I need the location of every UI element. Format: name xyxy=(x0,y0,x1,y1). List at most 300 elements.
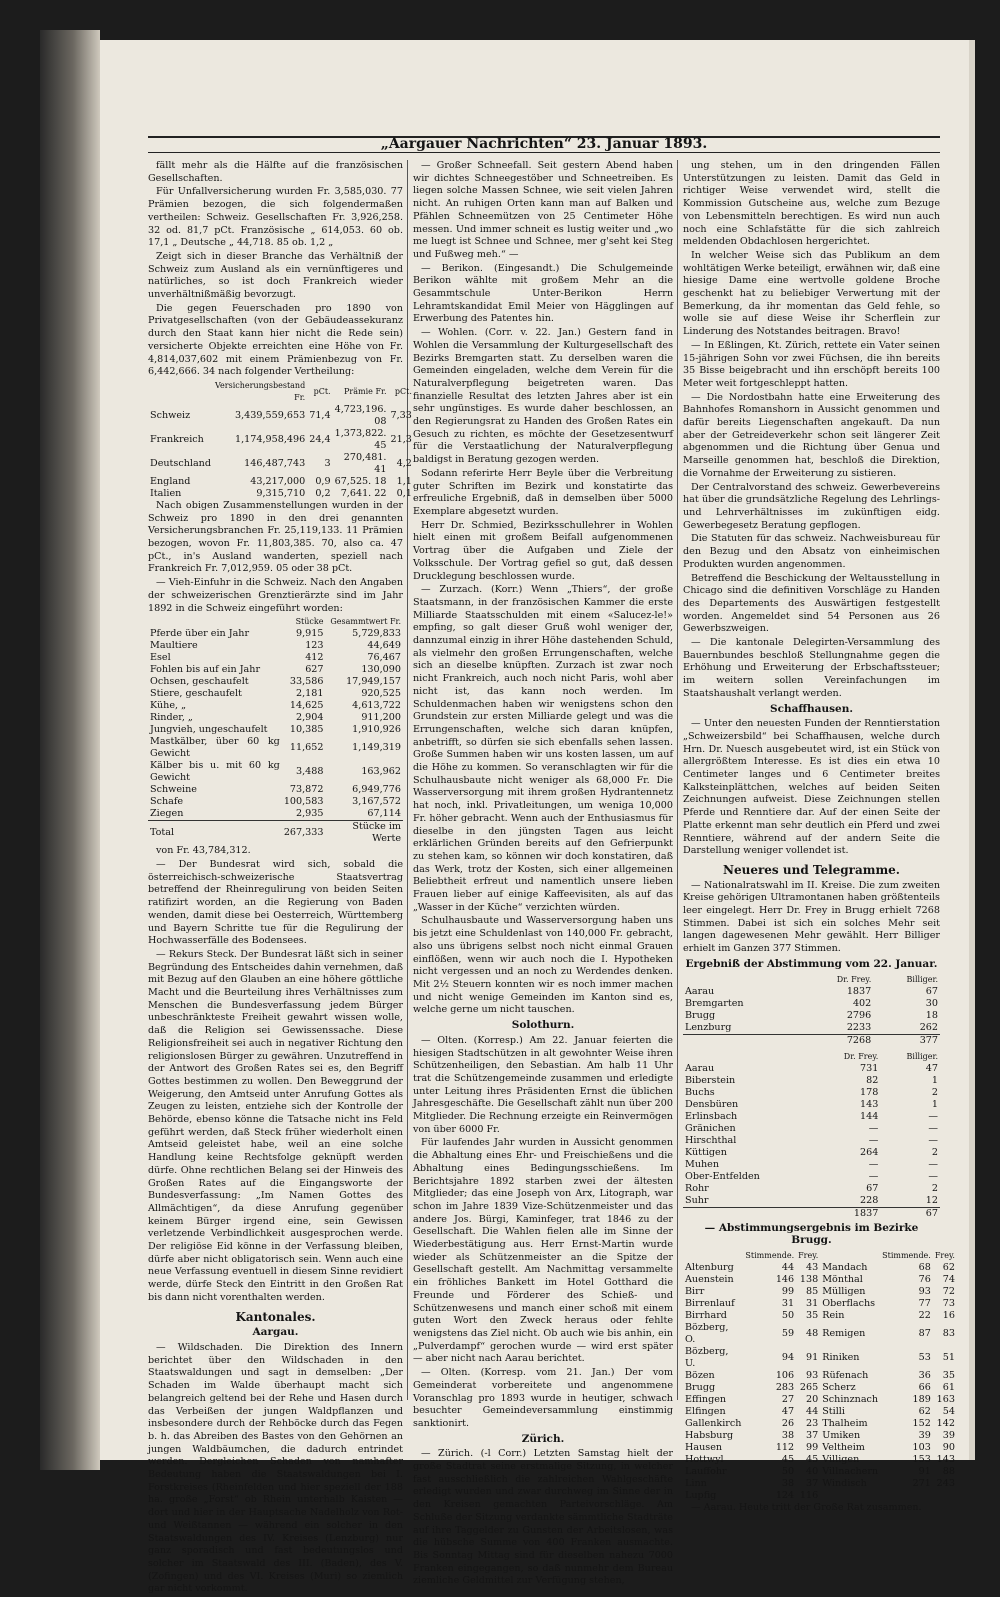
table-cell: 262 xyxy=(919,1021,938,1033)
table-header xyxy=(683,1051,940,1063)
table-cell: 59 xyxy=(781,1328,795,1339)
table-row xyxy=(148,688,403,700)
table-cell xyxy=(683,1207,816,1220)
table-cell: Total xyxy=(148,821,282,846)
table-cell: Erlinsbach xyxy=(685,1110,738,1122)
table-cell: 9,315,710 xyxy=(256,487,306,499)
table-cell: 87 xyxy=(918,1328,931,1339)
table-row xyxy=(683,1430,957,1442)
table-cell: 731 xyxy=(860,1062,879,1074)
paragraph: — Rekurs Steck. Der Bundesrat läßt sich in seiner Begründung des Entscheides dahin vernehmen, daß mit Bezug auf den Glauben an eine höhere göttliche Macht und die Beurteilung ihres Verhältnisses zum Menschen die Bundesverfassung jedem Bürger unbeschränkteste Freiheit gewahrt wissen wolle, daß die Religion sei Gewissenssache. Diese Religionsfreiheit sei auch in negativer Richtung den religionslosen Bürger zu gewähren. Unzutreffend in der Antwort des Großen Rates sei es, den Begriff Gottes bestimmen zu wollen. Den Beweggrund der Weigerung, den Amtseid unter Anrufung Gottes als Zeugen zu leisten, entziehe sich der Kontrolle der Behörde, ebenso könne die Tatsache nicht ins Feld geführt werden, daß Steck früher wiederholt einen Amtseid geleistet habe, weil an eine solche Handlung keine Rechtsfolge geknüpft werden dürfe. Ohne rechtlichen Belang sei der Hinweis des Großen Rates auf die Eingangsworte der Bundesverfassung: „Im Namen Gottes des Allmächtigen“, da diese Anrufung gegenüber keinem Bürger irgend eine, sein Gewissen verletzende Verbindlichkeit ausgesprochen werde. Der religiöse Eid könne in der Verfassung bleiben, dürfe aber nicht obligatorisch sein. Wenn auch eine neue Verfassung eventuell in diesem Sinne revidiert werde, dürfe Steck den Eintritt in den Großen Rat bis dann nicht vorenthalten werden. xyxy=(148,948,403,1303)
paragraph: Die gegen Feuerschaden pro 1890 von Privatgesellschaften (von der Gebäudeassekuranz durch den Staat kann hier nicht die Rede sein) versicherte Objekte erreichten eine Höhe von Fr. 4,814,037,602 mit einem Prämienbezug von Fr. 6,442,666. 34 nach folgender Vertheilung: xyxy=(148,302,403,378)
table-cell: 93 xyxy=(806,1370,819,1381)
section-heading-zurich: Zürich. xyxy=(521,1432,565,1445)
table-cell: 112 xyxy=(775,1442,795,1453)
table-row xyxy=(148,452,414,476)
table-cell: — xyxy=(868,1170,879,1182)
table-cell: 50 xyxy=(781,1310,795,1321)
table-row xyxy=(683,1286,957,1298)
table-cell: Buchs xyxy=(685,1086,715,1098)
table-cell: 44,649 xyxy=(367,640,401,652)
table-cell: 6,949,776 xyxy=(352,784,401,796)
table-cell: Jungvieh, ungeschaufelt xyxy=(150,724,268,736)
table-header-cell xyxy=(683,1250,743,1262)
closing-note: — Aarau. Heute tritt der Große Rat zusammen. xyxy=(691,1502,922,1513)
table-cell: Birrenlauf xyxy=(685,1298,735,1309)
table-row xyxy=(683,1195,940,1208)
table-cell: Lupfig xyxy=(685,1490,717,1501)
table-row xyxy=(683,1298,957,1310)
table-cell: Habsburg xyxy=(685,1430,734,1441)
table-header-cell: Stimmende. xyxy=(745,1251,795,1260)
table-row xyxy=(683,1418,957,1430)
table-cell xyxy=(820,1490,880,1502)
table-cell: 143 xyxy=(860,1098,879,1110)
section-heading-schaffhausen: Schaffhausen. xyxy=(770,702,853,715)
paragraph: Sodann referirte Herr Beyle über die Verbreitung guter Schriften im Bezirk und konstatirte das erfreuliche Ergebniß, daß in demselben über 5000 Exemplare abgesetzt wurden. xyxy=(413,467,673,517)
table-cell: 1,174,958,496 xyxy=(235,433,306,445)
col2-paragraphs-2 xyxy=(413,1035,673,1431)
table-cell: 4,613,722 xyxy=(352,700,401,712)
table-cell: Hottwyl xyxy=(685,1454,724,1465)
table-cell: Lauffohr xyxy=(685,1466,727,1477)
table-row xyxy=(683,986,940,998)
table-row xyxy=(683,998,940,1010)
table-cell: 17,949,157 xyxy=(346,676,401,688)
vote-result-heading: Ergebniß der Abstimmung vom 22. Januar. xyxy=(685,957,938,970)
table-cell: 2796 xyxy=(846,1009,872,1021)
table-cell: 85 xyxy=(806,1286,819,1297)
table-cell: — xyxy=(928,1134,938,1146)
table-cell: Küttigen xyxy=(685,1146,727,1158)
table-cell: Riniken xyxy=(822,1352,860,1363)
table-cell: Hirschthal xyxy=(685,1134,737,1146)
table-row xyxy=(148,664,403,676)
table-cell: 67 xyxy=(925,985,938,997)
table-cell: 265 xyxy=(799,1382,819,1393)
table-row xyxy=(683,1010,940,1022)
table-cell: Maultiere xyxy=(150,640,198,652)
table-cell: 50 xyxy=(781,1466,795,1477)
paragraph: — Vieh-Einfuhr in die Schweiz. Nach den Angaben der schweizerischen Grenztierärzte sind im Jahr 1892 in die Schweiz eingeführt worden: xyxy=(148,577,403,614)
table-row xyxy=(148,428,414,452)
col1-paragraphs xyxy=(148,160,403,379)
table-cell: Mönthal xyxy=(822,1274,863,1285)
table-cell: 271 xyxy=(912,1478,931,1489)
column-divider xyxy=(677,160,678,1400)
table-cell: 74 xyxy=(942,1274,955,1285)
table-cell: 73,872 xyxy=(289,784,324,796)
paragraph: — Wohlen. (Corr. v. 22. Jan.) Gestern fand in Wohlen die Versammlung der Kulturgesellschaft des Bezirks Bremgarten statt. Zu derselben waren die Gemeinden eingeladen, welche dem Verein für die Naturalverpflegung beigetreten waren. Das finanzielle Resultat des letzten Jahres aber ist ein sehr ungünstiges. Es wurde daher beschlossen, an den Regierungsrat zu Handen des Großen Rates ein Gesuch zu richten, es möchte der Gesetzesentwurf für die Verstaatlichung der Naturalverpflegung baldigst in Beratung gezogen werden. xyxy=(413,327,673,466)
table-cell xyxy=(933,1490,957,1502)
table-cell: Deutschland xyxy=(150,457,211,469)
table-cell: 1,910,926 xyxy=(352,724,401,736)
table-cell: 38 xyxy=(781,1430,795,1441)
table-cell: 16 xyxy=(942,1310,955,1321)
table-cell: Windisch xyxy=(822,1478,867,1489)
table-total-row xyxy=(148,821,403,846)
table-row xyxy=(683,1123,940,1135)
paragraph: Für Unfallversicherung wurden Fr. 3,585,030. 77 Prämien bezogen, die sich folgendermaßen vertheilen: Schweiz. Gesellschaften Fr. 3,926,258. 32 od. 81,7 pCt. Französische „ 614,053. 60 ob. 17,1 „ Deutsche „ 44,718. 85 ob. 1,2 „ xyxy=(148,186,403,249)
table-cell: Rein xyxy=(822,1310,845,1321)
table-cell: 243 xyxy=(936,1478,955,1489)
paragraph: fällt mehr als die Hälfte auf die französischen Gesellschaften. xyxy=(148,160,403,184)
section-heading-telegramme: Neueres und Telegramme. xyxy=(723,862,900,877)
table-cell: Hausen xyxy=(685,1442,723,1453)
column-1 xyxy=(148,160,412,1597)
table-cell: 43,217,000 xyxy=(250,475,306,487)
col1-paragraphs-3 xyxy=(148,845,403,1304)
table-cell: pCt. xyxy=(394,386,412,396)
table-cell: Bözen xyxy=(685,1370,715,1381)
masthead-rule-bottom xyxy=(148,152,940,153)
table-cell: — xyxy=(928,1110,938,1122)
table-row xyxy=(683,1135,940,1147)
table-cell: 54 xyxy=(942,1406,955,1417)
table-cell: 24,4 xyxy=(309,433,331,445)
table-cell: Ziegen xyxy=(150,808,184,820)
table-cell: 76 xyxy=(918,1274,931,1285)
table-cell: Elfingen xyxy=(685,1406,726,1417)
table-cell: Aarau xyxy=(685,1062,715,1074)
table-cell: 40 xyxy=(806,1466,819,1477)
table-cell: 103 xyxy=(912,1442,931,1453)
table-cell: 124 xyxy=(775,1490,795,1501)
table-cell: 82 xyxy=(866,1074,879,1086)
table-row xyxy=(683,1322,957,1346)
table-cell: 35 xyxy=(806,1310,819,1321)
table-header xyxy=(148,380,414,404)
table-cell: 920,525 xyxy=(361,688,401,700)
table-row xyxy=(148,724,403,736)
table-cell xyxy=(880,1490,933,1502)
table-cell: Effingen xyxy=(685,1394,727,1405)
page-content xyxy=(148,130,955,1595)
table-cell: Billiger. xyxy=(906,974,938,984)
table-cell: — xyxy=(928,1158,938,1170)
table-cell: — xyxy=(868,1158,879,1170)
table-cell: Kühe, „ xyxy=(150,700,187,712)
table-cell: 39 xyxy=(918,1430,931,1441)
table-cell: 43 xyxy=(806,1262,819,1273)
table-total-row xyxy=(683,1034,940,1047)
table-cell: Schinznach xyxy=(822,1394,879,1405)
table-cell: 38 xyxy=(781,1478,795,1489)
table-row xyxy=(148,796,403,808)
table-cell: 94 xyxy=(781,1352,795,1363)
table-row xyxy=(683,1490,957,1502)
table-cell: Prämie Fr. xyxy=(344,386,387,396)
table-cell: 0,1 xyxy=(396,487,412,499)
paragraph: — Zürich. (-l Corr.) Letzten Samstag hielt der große Stadtrat seine erstmalige Sitzung, in welcher fast ausschließlich die zahlreichen Wahlgeschäfte erledigt wurden und zwar durchweg im Sinne der in den Kreisen gemachten Parteivorschläge. Am Schluße der Sitzung verdankte sämmtliche Stadträte auf ihre Taggelder zu Gunsten der Arbeitslosen, was die hübsche Summe von 400 Franken ausmachte. Bis Sonntag Mittag sind für dieselben nahezu 7000 Franken eingegangen, so daß nunmehr dem Bureau ziemliche Geldmittel zur Verfügung stehen, xyxy=(413,1448,673,1587)
table-cell: Mastkälber, über 60 kg Gewicht xyxy=(150,736,280,760)
table-cell: 39 xyxy=(942,1430,955,1441)
table-cell: 4,2 xyxy=(396,457,412,469)
table-cell: 0,9 xyxy=(315,475,331,487)
table-cell: 31 xyxy=(781,1298,795,1309)
paragraph: — Berikon. (Eingesandt.) Die Schulgemeinde Berikon wählte mit großem Mehr an die Gesammtschule Unter-Berikon Herrn Lehramtskandidat Emil Meier von Hägglingen auf Erwerbung des Patentes hin. xyxy=(413,262,673,325)
col2-paragraphs xyxy=(413,160,673,1017)
paragraph: — Großer Schneefall. Seit gestern Abend haben wir dichtes Schneegestöber und Schneetreiben. Es liegen solche Massen Schnee, wie seit vielen Jahren nicht. An ruhigen Orten kann man auf Balken und Pfählen Schneemützen von 25 Centimeter Höhe messen. Und immer schneit es lustig weiter und „wo me luegt ist Schnee und Schnee, mer g'seht kei Steg und Fußweg meh.“ — xyxy=(413,160,673,260)
table-header-cell: Stimmende. xyxy=(882,1251,931,1260)
table-cell: 1,149,319 xyxy=(352,742,401,754)
table-row xyxy=(148,736,403,760)
table-cell: Stücke im Werte xyxy=(326,821,404,846)
table-row xyxy=(683,1406,957,1418)
table-cell: 91 xyxy=(806,1352,819,1363)
table-cell: 627 xyxy=(305,664,324,676)
table-cell: Brugg xyxy=(685,1009,716,1021)
table-cell: 163 xyxy=(936,1394,955,1405)
table-cell: 1 xyxy=(931,1098,938,1110)
paragraph: — Nationalratswahl im II. Kreise. Die zum zweiten Kreise gehörigen Ultramontanen haben größtenteils leer eingelegt. Herr Dr. Frey in Brugg erhielt 7268 Stimmen. Dabei ist sich ein solches Mehr seit langen dagewesenen Mehr gewählt. Herr Billiger erhielt im Ganzen 377 Stimmen. xyxy=(683,879,940,955)
vote-district-table xyxy=(683,974,940,1047)
section-heading-solothurn: Solothurn. xyxy=(511,1019,575,1032)
table-cell: 77 xyxy=(918,1298,931,1309)
table-cell: 402 xyxy=(852,997,872,1009)
table-cell: — xyxy=(868,1122,879,1134)
paragraph: Schulhausbaute und Wasserversorgung haben uns bis jetzt eine Schuldenlast von 140,000 Fr. gebracht, also uns übrigens selbst noch nicht einmal Grauen einflößen, wenn wir auch noch die I. Hypotheken nicht vergessen und an noch zu Werdendes denken. Mit 2½ Steuern konnten wir es noch immer machen und nicht wenige Gemeinden im Kanton sind es, welche gerne um nicht tauschen. xyxy=(413,915,673,1016)
table-cell: Kälber bis u. mit 60 kg Gewicht xyxy=(150,760,280,784)
table-row xyxy=(683,1262,957,1274)
table-cell: 76,467 xyxy=(367,652,401,664)
table-row xyxy=(683,1454,957,1466)
table-row xyxy=(148,700,403,712)
table-cell: Mülligen xyxy=(822,1286,866,1297)
table-cell: 61 xyxy=(942,1382,955,1393)
paragraph: — Die Nordostbahn hatte eine Erweiterung des Bahnhofes Romanshorn in Aussicht genommen und dafür bereits Liegenschaften angekauft. Da nun aber der Getreideverkehr schon seit längerer Zeit abgenommen und die Richtung über Genua und Marseille genommen hat, beschloß die Direktion, die Vornahme der Erweiterung zu sistieren. xyxy=(683,391,940,479)
paragraph: Für laufendes Jahr wurden in Aussicht genommen die Abhaltung eines Ehr- und Freischießens und die Abhaltung eines Bedingungsschießens. Im Berichtsjahre 1892 starben zwei der ältesten Mitglieder; das eine Joseph von Arx, Litograph, war schon im Jahre 1839 Vize-Schützenmeister und das andere Jos. Bürgi, Kaminfeger, trat 1846 zu der Gesellschaft. Die Wahlen fielen alle im Sinne der Wiederbestätigung aus. Herr Ernst-Martin wurde wieder als Schützenmeister an die Spitze der Gesellschaft gestellt. Am Nachmittag versammelte ein fröhliches Bankett im Hotel Gotthard die Freunde und Förderer des Schieß- und Schützenwesens und manch einer schoß mit einem guten Wort den Zweck heraus oder fehlte wenigstens das Ziel nicht. Ob auch wie bis anhin, ein „Pulverdampf“ gerochen wurde — wird erst später — aber nicht nach Aarau berichtet. xyxy=(413,1137,673,1365)
table-cell: 3,439,559,653 xyxy=(235,409,306,421)
table-cell: Schweiz xyxy=(150,409,191,421)
table-cell: 27 xyxy=(781,1394,795,1405)
table-cell: 4,723,196. 08 xyxy=(334,403,387,427)
table-cell: Ober-Entfelden xyxy=(685,1170,760,1182)
table-cell: 66 xyxy=(918,1382,931,1393)
table-cell: Bremgarten xyxy=(685,997,744,1009)
table-header-cell xyxy=(820,1250,880,1262)
table-cell: 73 xyxy=(942,1298,955,1309)
table-cell: Villigen xyxy=(822,1454,860,1465)
brugg-table-head xyxy=(683,1250,957,1262)
table-cell: 51 xyxy=(942,1352,955,1363)
section-heading-kantonales: Kantonales. xyxy=(235,1309,316,1324)
table-cell: 20 xyxy=(806,1394,819,1405)
paragraph: — Wildschaden. Die Direktion des Innern berichtet über den Wildschaden in den Staatswaldungen und sagt in demselben: „Der Schaden im Walde überhaupt macht sich belangreich geltend bei der Rehe und Hasen durch das Verbeißen der jungen Waldpflanzen und insbesondere durch der Rehböcke durch das Fegen b. h. das Abreiben des Bastes von den Gehörnen an jungen Waldbäumchen, die dadurch entrindet werden. Dergleichen Schaden von namhafter Bedeutung haben die Staatswaldungen bei I. Forstkreises (Rheinfelden und hier speziell der 188 ha. große „Forst“ ob Rhein unterhalb Kaisten — dort und hier in der Hauptsache Nadelholz von Rot- und Weißtannen — während ein solcher in den Staatswaldungen des IV. Kreises (Lenzburg) nur ganz sporadisch und fast bedeutungslos und solcher im Staatswald des III. (Baden), des V. (Zofingen) und des VI. Kreises (Muri) so ziemlich gar nicht vorkommt. xyxy=(148,1342,403,1595)
table-cell: 68 xyxy=(918,1262,931,1273)
table-cell: Stiere, geschaufelt xyxy=(150,688,242,700)
paragraph: — In Eßlingen, Kt. Zürich, rettete ein Vater seinen 15-jährigen Sohn vor zwei Füchsen, die ihn bereits 35 Bisse beigebracht und ihn erschöpft bereits 100 Meter weit fortgeschleppt hatten. xyxy=(683,339,940,389)
cattle-import-table xyxy=(148,616,403,845)
table-row xyxy=(148,676,403,688)
table-cell: Rinder, „ xyxy=(150,712,193,724)
table-cell: 228 xyxy=(860,1194,879,1206)
table-cell: 2,935 xyxy=(296,808,324,820)
paragraph: — Zurzach. (Korr.) Wenn „Thiers“, der große Staatsmann, in der französischen Kammer die erste Milliarde Staatsschulden mit einem «Salucez-le!» empfing, so galt dieser Gruß wohl weniger der, dannzumal einzig in ihrer Höhe dastehenden Schuld, als vielmehr den großen Errungenschaften, welche sich an dieselbe knüpften. Zurzach ist zwar noch nicht Frankreich, auch noch nicht Paris, wohl aber nicht ist, das kann noch werden. Im Schuldenmachen haben wir wenigstens schon den Grundstein zur ersten Milliarde gelegt und was die Errungenschaften, welche sich daran knüpfen, anbetrifft, so dürfen sie sich ebenfalls sehen lassen. Große Summen haben wir uns kosten lassen, um auf die Höhe zu kommen. So veranschlagten wir für die Schulhausbaute nicht weniger als 68,000 Fr. Die Wasserversorgung mit ihrem großen Hydrantennetz hat noch, inkl. Privatleitungen, um weniga 10,000 Fr. höher gebracht. Wenn auch der Enthusiasmus für dieselbe in den jüngsten Tagen aus leicht erklärlichen Gründen bereits auf den Gefrierpunkt zu stehen kam, so können wir doch konstatiren, daß das Werk, trotz der Kosten, sich einer allgemeinen Beliebtheit erfreut und namentlich unsere lieben Frauen lieber auf einige Kaffeevisiten, als auf das „Wasser in der Küche“ verzichten würden. xyxy=(413,584,673,913)
table-cell: Suhr xyxy=(685,1194,709,1206)
table-cell: Villnachern xyxy=(822,1466,879,1477)
table-row xyxy=(148,488,414,500)
table-row xyxy=(148,640,403,652)
table-cell xyxy=(148,616,282,628)
table-cell: Bözberg, O. xyxy=(685,1322,729,1345)
table-cell: Altenburg xyxy=(685,1262,734,1273)
table-cell: Schweine xyxy=(150,784,197,796)
table-cell: Aarau xyxy=(685,985,715,997)
table-row xyxy=(683,1442,957,1454)
table-header-cell: Frey. xyxy=(798,1251,819,1260)
table-cell: pCt. xyxy=(313,386,331,396)
table-cell: Billiger. xyxy=(906,1051,938,1061)
table-cell: 22 xyxy=(918,1310,931,1321)
table-cell: Stilli xyxy=(822,1406,845,1417)
col1-paragraphs-4 xyxy=(148,1342,403,1596)
table-cell: 37 xyxy=(806,1478,819,1489)
table-cell: 138 xyxy=(799,1274,819,1285)
table-cell: England xyxy=(150,475,191,487)
table-cell: 10,385 xyxy=(289,724,324,736)
table-cell: 44 xyxy=(806,1406,819,1417)
table-cell: Lenzburg xyxy=(685,1021,732,1033)
table-cell: 62 xyxy=(942,1262,955,1273)
table-row xyxy=(148,784,403,796)
table-cell: Stücke xyxy=(295,617,324,627)
column-2 xyxy=(413,160,673,1589)
paragraph: Der Centralvorstand des schweiz. Gewerbevereins hat über die grundsätzliche Regelung des Lehrlings- und Lehrverhältnisses im zukünftigen eidg. Gewerbegesetz Beratung gepflogen. xyxy=(683,481,940,531)
table-cell: 144 xyxy=(860,1110,879,1122)
column-3 xyxy=(683,160,955,1516)
table-cell: Auenstein xyxy=(685,1274,734,1285)
table-row xyxy=(683,1111,940,1123)
table-cell: Gränichen xyxy=(685,1122,736,1134)
table-cell: Rüfenach xyxy=(822,1370,869,1381)
paragraph: — Unter den neuesten Funden der Renntierstation „Schweizersbild“ bei Schaffhausen, welche durch Hrn. Dr. Nuesch ausgebeutet wird, ist ein Stück von allergrößtem Interesse. Es ist dies ein etwa 10 Centimeter langes und 6 Centimeter breites Kalksteinplättchen, welches auf beiden Seiten Zeichnungen aufweist. Diese Zeichnungen stellen Pferde und Renntiere dar. Auf der einen Seite der Platte erkennt man sehr deutlich ein Pferd und zwei Renntiere, während auf der andern Seite die Darstellung weniger vollendet ist. xyxy=(683,718,940,857)
table-cell: Muhen xyxy=(685,1158,720,1170)
col2-paragraphs-3 xyxy=(413,1448,673,1588)
table-cell: 36 xyxy=(918,1370,931,1381)
table-cell: Pferde über ein Jahr xyxy=(150,628,250,640)
table-cell: 53 xyxy=(918,1352,931,1363)
table-cell: 37 xyxy=(806,1430,819,1441)
table-cell: 47 xyxy=(781,1406,795,1417)
table-header xyxy=(683,974,940,986)
table-cell: 3,488 xyxy=(296,766,324,778)
paragraph: Betreffend die Beschickung der Weltausstellung in Chicago sind die definitiven Vorschläge zu Handen des Departements des Auswärtigen festgestellt worden. Angemeldet sind 54 Personen aus 26 Gewerbszweigen. xyxy=(683,572,940,635)
table-cell: Rohr xyxy=(685,1182,709,1194)
paragraph: — Die kantonale Delegirten-Versammlung des Bauernbundes beschloß Stellungnahme gegen die Erhöhung und Erweiterung der Erbschaftssteuer; im weitern sollen Vereinfachungen im Staatshaushalt verlangt werden. xyxy=(683,637,940,699)
table-row xyxy=(148,808,403,821)
table-row xyxy=(148,628,403,640)
table-cell: 5,729,833 xyxy=(352,628,401,640)
table-cell: 178 xyxy=(860,1086,879,1098)
paragraph: ung stehen, um in den dringenden Fällen Unterstützungen zu leisten. Damit das Geld in richtiger Weise verwendet wird, stellt die Kommission Gutscheine aus, welche zum Bezuge von Lebensmitteln berechtigen. Es wird nun auch noch eine Schlafstätte für die sich zahlreich meldenden Obdachlosen hergerichtet. xyxy=(683,160,940,248)
table-cell: Schafe xyxy=(150,796,184,808)
table-cell: 30 xyxy=(925,997,938,1009)
table-cell: 100,583 xyxy=(283,796,324,808)
table-cell: Frankreich xyxy=(150,433,204,445)
fire-insurance-table xyxy=(148,380,414,500)
table-cell: Versicherungsbestand Fr. xyxy=(215,380,306,402)
table-cell: 0,2 xyxy=(315,487,331,499)
table-cell xyxy=(683,974,801,986)
table-cell: 153 xyxy=(912,1454,931,1465)
table-cell: 1837 xyxy=(816,1207,881,1220)
table-row xyxy=(148,404,414,428)
table-cell: 31 xyxy=(806,1298,819,1309)
table-cell: Gesammtwert Fr. xyxy=(330,617,401,627)
table-cell: 142 xyxy=(936,1418,955,1429)
table-cell: 88 xyxy=(942,1466,955,1477)
table-cell: 67,525. 18 xyxy=(334,475,387,487)
table-cell: 35 xyxy=(942,1370,955,1381)
col3-paragraphs-3 xyxy=(683,880,940,956)
table-cell: 264 xyxy=(860,1146,879,1158)
table-cell: 130,090 xyxy=(361,664,401,676)
table-cell: Birr xyxy=(685,1286,705,1297)
book-spine xyxy=(40,30,100,1470)
table-cell: 1 xyxy=(931,1074,938,1086)
table-cell: 9,915 xyxy=(296,628,324,640)
table-row xyxy=(148,760,403,784)
table-cell: 45 xyxy=(781,1454,795,1465)
col3-paragraphs xyxy=(683,160,940,701)
table-cell: 14,625 xyxy=(289,700,324,712)
table-cell: Italien xyxy=(150,487,182,499)
table-cell: 163,962 xyxy=(361,766,401,778)
table-cell: 21,3 xyxy=(390,433,412,445)
table-cell: Biberstein xyxy=(685,1074,736,1086)
table-row xyxy=(683,1310,957,1322)
masthead: „Aargauer Nachrichten“ 23. Januar 1893. xyxy=(380,136,708,152)
table-cell: 2,181 xyxy=(296,688,324,700)
table-cell: Fohlen bis auf ein Jahr xyxy=(150,664,261,676)
table-row xyxy=(683,1087,940,1099)
table-cell: 3,167,572 xyxy=(352,796,401,808)
table-cell: Mandach xyxy=(822,1262,868,1273)
table-cell: 47 xyxy=(925,1062,938,1074)
table-cell: Esel xyxy=(150,652,171,664)
table-total-row xyxy=(683,1207,940,1220)
table-cell: 48 xyxy=(806,1328,819,1339)
brugg-vote-table xyxy=(683,1250,957,1502)
table-cell: 377 xyxy=(873,1034,940,1047)
table-cell: 99 xyxy=(806,1442,819,1453)
table-cell xyxy=(683,1051,816,1063)
table-cell: 2 xyxy=(931,1086,938,1098)
table-row xyxy=(683,1147,940,1159)
column-divider xyxy=(407,160,408,1400)
table-cell: 12 xyxy=(925,1194,938,1206)
table-cell: 412 xyxy=(305,652,324,664)
table-cell: 99 xyxy=(781,1286,795,1297)
table-cell: 116 xyxy=(799,1490,819,1501)
table-row xyxy=(683,1466,957,1478)
brugg-result-heading: — Abstimmungsergebnis im Bezirke Brugg. xyxy=(704,1221,919,1247)
table-cell: 2 xyxy=(931,1146,938,1158)
table-cell: — xyxy=(868,1134,879,1146)
table-row xyxy=(683,1274,957,1286)
table-cell: Ochsen, geschaufelt xyxy=(150,676,249,688)
table-cell: 93 xyxy=(918,1286,931,1297)
table-row xyxy=(148,652,403,664)
table-cell: 1837 xyxy=(846,985,872,997)
table-cell: 44 xyxy=(781,1262,795,1273)
table-row xyxy=(683,1063,940,1075)
table-cell: — xyxy=(928,1122,938,1134)
table-cell: Scherz xyxy=(822,1382,856,1393)
table-row xyxy=(683,1382,957,1394)
table-header xyxy=(148,616,403,628)
